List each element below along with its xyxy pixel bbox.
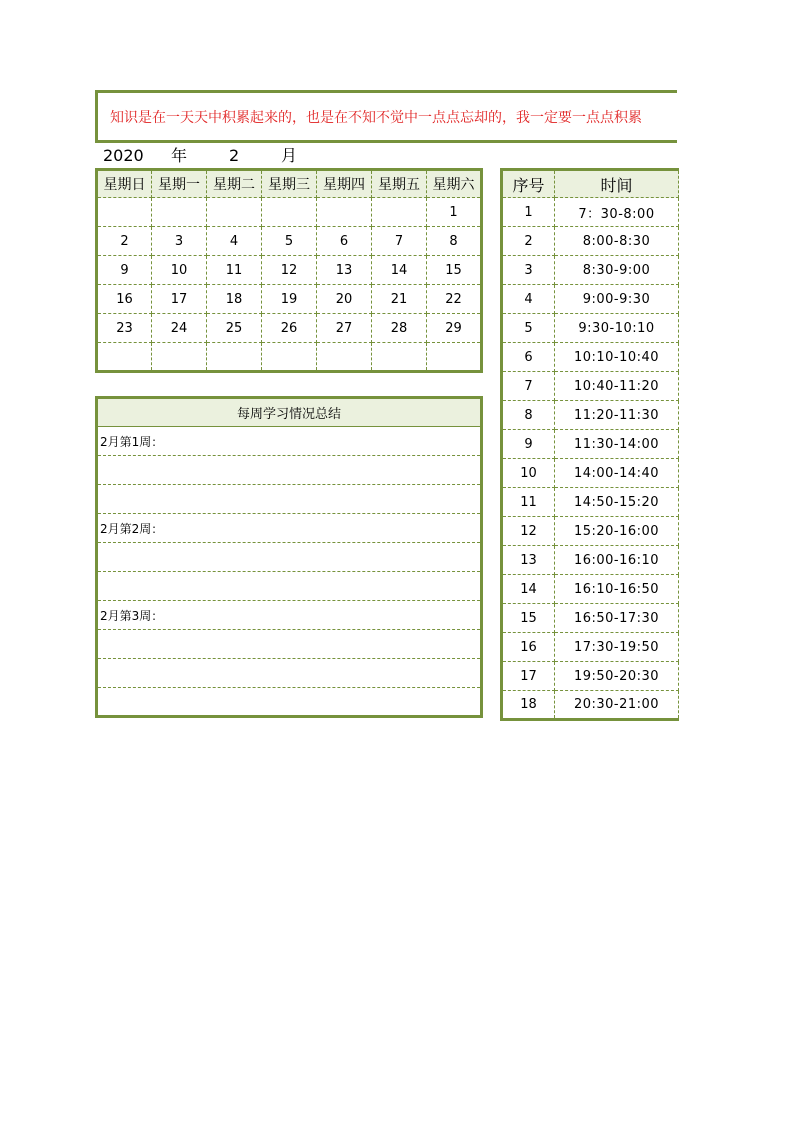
weekly-summary-table: [95, 396, 483, 718]
year-label: 年: [171, 146, 188, 165]
schedule-row: [502, 285, 679, 314]
calendar-day-cell[interactable]: 18: [207, 285, 262, 314]
calendar-week-row: [97, 314, 482, 343]
summary-cell[interactable]: [97, 659, 482, 688]
calendar-day-cell[interactable]: 1: [427, 198, 482, 227]
schedule-index-cell: 17: [502, 662, 555, 691]
weekday-header: 星期四: [317, 170, 372, 198]
schedule-row: [502, 256, 679, 285]
summary-row: [97, 485, 482, 514]
schedule-index-cell: 3: [502, 256, 555, 285]
calendar-day-cell[interactable]: [427, 343, 482, 372]
calendar-day-cell[interactable]: 7: [372, 227, 427, 256]
calendar-day-cell[interactable]: [372, 343, 427, 372]
schedule-row: [502, 575, 679, 604]
summary-cell[interactable]: [97, 572, 482, 601]
schedule-index-cell: 7: [502, 372, 555, 401]
calendar-day-cell[interactable]: 5: [262, 227, 317, 256]
motto-banner: [95, 90, 677, 143]
schedule-time-cell[interactable]: 15:20-16:00: [555, 517, 679, 546]
schedule-index-cell: 16: [502, 633, 555, 662]
calendar-day-cell[interactable]: [372, 198, 427, 227]
calendar-day-cell[interactable]: 24: [152, 314, 207, 343]
schedule-time-cell[interactable]: 16:50-17:30: [555, 604, 679, 633]
motto-text: 知识是在一天天中积累起来的，也是在不知不觉中一点点忘却的，我一定要一点点积累: [110, 110, 642, 126]
calendar-day-cell[interactable]: [317, 198, 372, 227]
weekday-header: 星期一: [152, 170, 207, 198]
schedule-row: [502, 633, 679, 662]
calendar-day-cell[interactable]: [97, 343, 152, 372]
schedule-row: [502, 546, 679, 575]
schedule-index-cell: 2: [502, 227, 555, 256]
schedule-time-cell[interactable]: 20:30-21:00: [555, 691, 679, 720]
calendar-day-cell[interactable]: 8: [427, 227, 482, 256]
calendar-day-cell[interactable]: 21: [372, 285, 427, 314]
schedule-index-cell: 5: [502, 314, 555, 343]
schedule-index-cell: 10: [502, 459, 555, 488]
schedule-index-cell: 6: [502, 343, 555, 372]
schedule-index-cell: 4: [502, 285, 555, 314]
summary-cell[interactable]: [97, 688, 482, 717]
schedule-body: [502, 198, 679, 720]
calendar-day-cell[interactable]: 12: [262, 256, 317, 285]
schedule-row: [502, 314, 679, 343]
calendar-day-cell[interactable]: [97, 198, 152, 227]
summary-body: [97, 427, 482, 717]
calendar-day-cell[interactable]: 2: [97, 227, 152, 256]
calendar-day-cell[interactable]: [207, 198, 262, 227]
summary-row: [97, 543, 482, 572]
calendar-day-cell[interactable]: 15: [427, 256, 482, 285]
calendar-day-cell[interactable]: 19: [262, 285, 317, 314]
schedule-time-cell[interactable]: 8:30-9:00: [555, 256, 679, 285]
month-value: 2: [229, 146, 240, 165]
weekday-header: 星期五: [372, 170, 427, 198]
schedule-index-cell: 14: [502, 575, 555, 604]
calendar-day-cell[interactable]: 9: [97, 256, 152, 285]
schedule-index-cell: 11: [502, 488, 555, 517]
schedule-row: [502, 227, 679, 256]
calendar-day-cell[interactable]: 28: [372, 314, 427, 343]
schedule-row: [502, 459, 679, 488]
summary-row: [97, 659, 482, 688]
schedule-index-cell: 8: [502, 401, 555, 430]
calendar-day-cell[interactable]: [262, 343, 317, 372]
calendar-day-cell[interactable]: 27: [317, 314, 372, 343]
calendar-week-row: [97, 256, 482, 285]
calendar-day-cell[interactable]: 6: [317, 227, 372, 256]
summary-title: 每周学习情况总结: [97, 398, 482, 427]
summary-row: [97, 601, 482, 630]
weekday-header: 星期日: [97, 170, 152, 198]
summary-cell[interactable]: [97, 456, 482, 485]
calendar-day-cell[interactable]: 20: [317, 285, 372, 314]
calendar-day-cell[interactable]: 26: [262, 314, 317, 343]
weekday-header: 星期六: [427, 170, 482, 198]
summary-cell[interactable]: [97, 485, 482, 514]
summary-row: [97, 630, 482, 659]
schedule-table: [500, 168, 679, 721]
schedule-time-cell[interactable]: 10:10-10:40: [555, 343, 679, 372]
calendar-week-row: [97, 343, 482, 372]
calendar-day-cell[interactable]: 13: [317, 256, 372, 285]
schedule-time-cell[interactable]: 7：30-8:00: [555, 198, 679, 227]
calendar-week-row: [97, 198, 482, 227]
schedule-row: [502, 691, 679, 720]
schedule-row: [502, 517, 679, 546]
schedule-row: [502, 198, 679, 227]
summary-cell[interactable]: 2月第2周：: [97, 514, 482, 543]
calendar-body: [97, 198, 482, 372]
schedule-index-cell: 13: [502, 546, 555, 575]
schedule-row: [502, 488, 679, 517]
schedule-row: [502, 662, 679, 691]
schedule-index-cell: 18: [502, 691, 555, 720]
schedule-row: [502, 401, 679, 430]
calendar-week-row: [97, 227, 482, 256]
schedule-row: [502, 343, 679, 372]
schedule-time-cell[interactable]: 8:00-8:30: [555, 227, 679, 256]
weekday-header: 星期二: [207, 170, 262, 198]
calendar-day-cell[interactable]: 14: [372, 256, 427, 285]
calendar-day-cell[interactable]: 29: [427, 314, 482, 343]
schedule-time-cell[interactable]: 11:30-14:00: [555, 430, 679, 459]
weekday-header-row: [97, 170, 482, 198]
calendar-day-cell[interactable]: 11: [207, 256, 262, 285]
schedule-time-cell[interactable]: 17:30-19:50: [555, 633, 679, 662]
schedule-index-cell: 12: [502, 517, 555, 546]
calendar-day-cell[interactable]: [152, 198, 207, 227]
calendar-day-cell[interactable]: 3: [152, 227, 207, 256]
schedule-time-cell[interactable]: 9:00-9:30: [555, 285, 679, 314]
schedule-time-cell[interactable]: 11:20-11:30: [555, 401, 679, 430]
calendar-day-cell[interactable]: 10: [152, 256, 207, 285]
calendar-day-cell[interactable]: [262, 198, 317, 227]
calendar-day-cell[interactable]: 22: [427, 285, 482, 314]
calendar-day-cell[interactable]: [152, 343, 207, 372]
schedule-index-cell: 9: [502, 430, 555, 459]
summary-cell[interactable]: [97, 543, 482, 572]
schedule-time-cell[interactable]: 14:50-15:20: [555, 488, 679, 517]
summary-row: [97, 514, 482, 543]
summary-cell[interactable]: [97, 630, 482, 659]
calendar-day-cell[interactable]: [207, 343, 262, 372]
calendar-week-row: [97, 285, 482, 314]
calendar-day-cell[interactable]: 4: [207, 227, 262, 256]
month-label: 月: [281, 146, 298, 165]
schedule-row: [502, 604, 679, 633]
schedule-header-row: [502, 170, 679, 198]
schedule-row: [502, 372, 679, 401]
schedule-time-cell[interactable]: 16:10-16:50: [555, 575, 679, 604]
summary-cell[interactable]: 2月第3周：: [97, 601, 482, 630]
calendar-day-cell[interactable]: 17: [152, 285, 207, 314]
index-header: 序号: [502, 170, 555, 198]
schedule-time-cell[interactable]: 14:00-14:40: [555, 459, 679, 488]
calendar-table: [95, 168, 483, 373]
schedule-time-cell[interactable]: 19:50-20:30: [555, 662, 679, 691]
summary-row: [97, 456, 482, 485]
year-value: 2020: [103, 146, 144, 165]
schedule-time-cell[interactable]: 10:40-11:20: [555, 372, 679, 401]
schedule-time-cell[interactable]: 16:00-16:10: [555, 546, 679, 575]
calendar-day-cell[interactable]: 23: [97, 314, 152, 343]
summary-row: [97, 688, 482, 717]
summary-row: [97, 427, 482, 456]
schedule-time-cell[interactable]: 9:30-10:10: [555, 314, 679, 343]
summary-row: [97, 572, 482, 601]
calendar-day-cell[interactable]: [317, 343, 372, 372]
schedule-row: [502, 430, 679, 459]
time-header: 时间: [555, 170, 679, 198]
schedule-index-cell: 1: [502, 198, 555, 227]
calendar-day-cell[interactable]: 16: [97, 285, 152, 314]
summary-cell[interactable]: 2月第1周：: [97, 427, 482, 456]
calendar-day-cell[interactable]: 25: [207, 314, 262, 343]
schedule-index-cell: 15: [502, 604, 555, 633]
weekday-header: 星期三: [262, 170, 317, 198]
